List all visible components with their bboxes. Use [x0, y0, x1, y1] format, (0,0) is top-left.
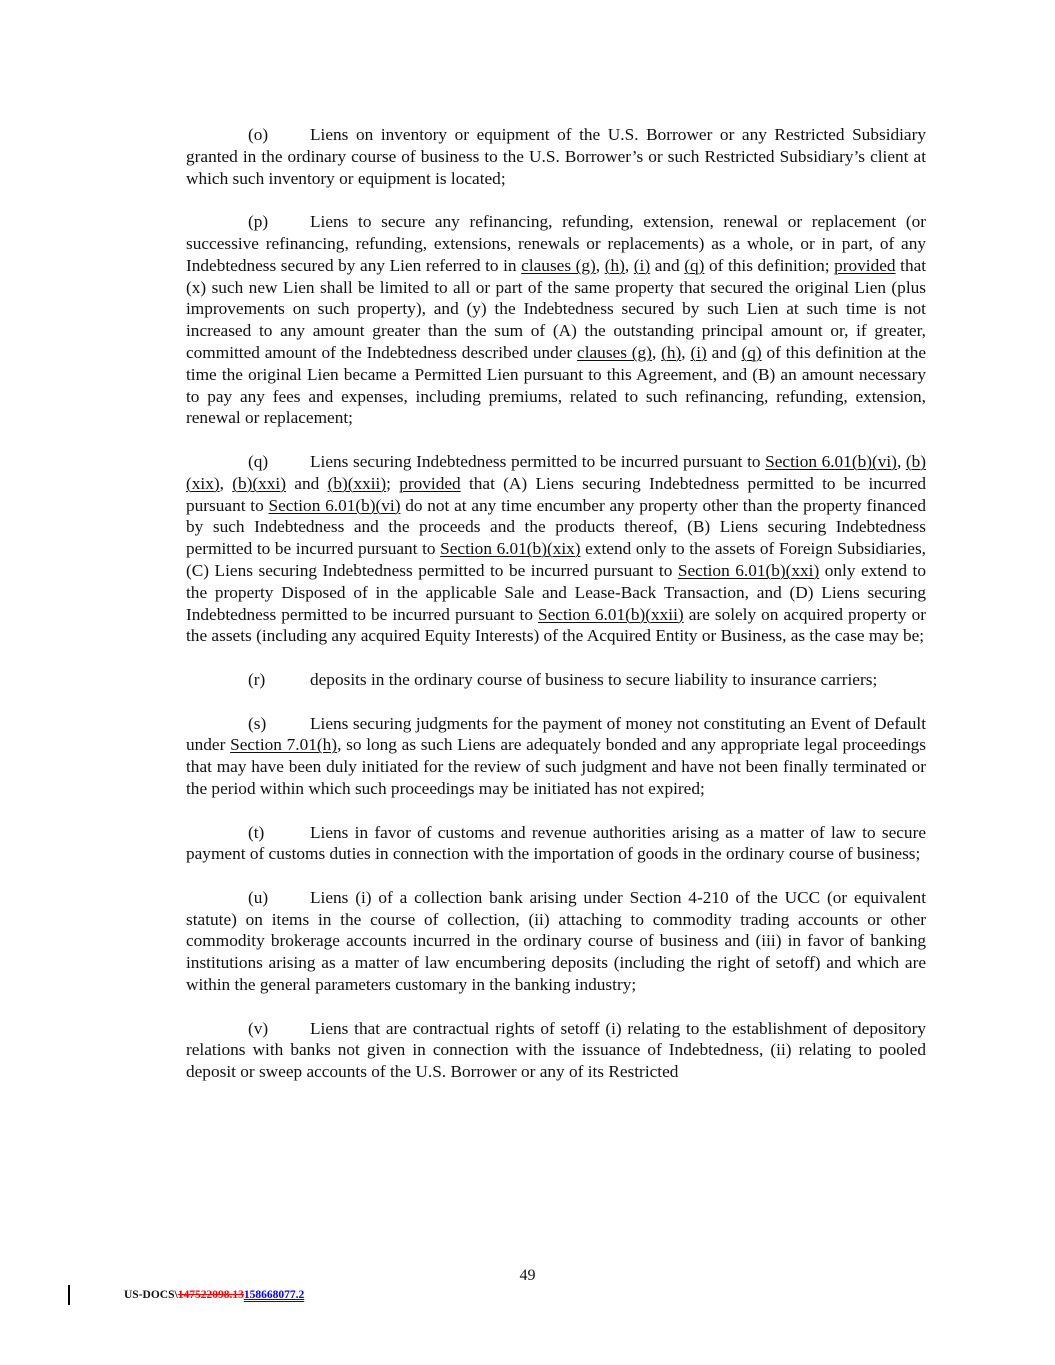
- cross-reference: (h): [661, 342, 682, 362]
- paragraph-text: that (x) such new Lien shall be limited to all or part of the same property that secured the original Lien (plus improvements on such property), and (y) the Indebtedness secured by such Lien at such time is not increased to any amount greater than the sum of (A) the outstanding principal amount or, if greater, committed amount of the Indebtedness described under: [186, 255, 927, 362]
- page-number: 49: [519, 1267, 536, 1284]
- paragraph-text: Liens on inventory or equipment of the U.S. Borrower or any Restricted Subsidiary granted in the ordinary course of business to the U.S. Borrower’s or such Restricted Subsidiary’s client at which such inventory or equipment is located;: [186, 125, 926, 188]
- paragraph-q: [186, 451, 926, 647]
- paragraph-text: of this definition at the time the original Lien became a Permitted Lien pursuant to this Agreement, and (B) an amount necessary to pay any fees and expenses, including premiums, related to such refinancing, refunding, extension, renewal or replacement;: [186, 342, 927, 428]
- paragraph-u: [186, 887, 926, 996]
- paragraph-text: are solely on acquired property or the assets (including any acquired Equity Interests) of the Acquired Entity or Business, as the case may be;: [186, 604, 926, 646]
- cross-reference: (b)(xix): [186, 451, 927, 493]
- clause-label: (r): [248, 669, 266, 689]
- cross-reference: Section 6.01(b)(xxii): [538, 604, 684, 624]
- cross-reference: clauses (g): [577, 342, 652, 362]
- revision-change-bar: [68, 1285, 70, 1305]
- clause-label: (o): [248, 125, 269, 144]
- paragraph-text: Liens to secure any refinancing, refunding, extension, renewal or replacement (or successive refinancing, refunding, extensions, renewals or replacements) as a whole, or in part, of any Indebtedness secured by any Lien referred to in: [186, 212, 926, 275]
- cross-reference: Section 6.01(b)(xix): [440, 539, 581, 559]
- paragraph-text: do not at any time encumber any property other than the property financed by such Indebtedness and the proceeds and the products thereof, (B) Liens securing Indebtedness permitted to be incurred pursuant to: [186, 495, 926, 559]
- cross-reference: (i): [690, 342, 707, 362]
- cross-reference: (q): [741, 342, 762, 362]
- paragraph-text: Liens in favor of customs and revenue authorities arising as a matter of law to secure payment of customs duties in connection with the importation of goods in the ordinary course of business;: [186, 822, 926, 864]
- paragraph-text: and: [285, 473, 328, 493]
- cross-reference: Section 7.01(h): [230, 735, 338, 755]
- cross-reference: (i): [633, 255, 651, 275]
- paragraph-t: [186, 822, 926, 866]
- cross-reference: Section 6.01(b)(vi): [765, 451, 897, 471]
- clause-label: (s): [248, 713, 267, 733]
- paragraph-text: Liens securing Indebtedness permitted to be incurred pursuant to: [310, 451, 766, 471]
- doc-id-deleted: 147522098.13: [177, 1289, 244, 1301]
- paragraph-text: Liens securing judgments for the payment of money not constituting an Event of Default under: [186, 713, 926, 755]
- paragraph-text: and: [706, 342, 742, 362]
- cross-reference: (b)(xxi): [232, 473, 286, 493]
- cross-reference: (q): [684, 255, 705, 275]
- clause-label: (p): [248, 212, 269, 232]
- provided-term: provided: [834, 255, 896, 275]
- paragraph-p: [186, 211, 926, 429]
- paragraph-s: [186, 713, 926, 800]
- clause-label: (q): [248, 451, 269, 471]
- paragraph-text: ,: [681, 342, 691, 362]
- paragraph-text: ,: [896, 451, 906, 471]
- cross-reference: (b)(xxii): [327, 473, 387, 493]
- clause-label: (v): [248, 1018, 269, 1038]
- paragraph-text: extend only to the assets of Foreign Subsidiaries, (C) Liens securing Indebtedness permitted to be incurred pursuant to: [186, 539, 926, 580]
- paragraph-text: , so long as such Liens are adequately bonded and any appropriate legal proceedings that may have been duly initiated for the review of such judgment and have not been finally terminated or the period within which such proceedings may be initiated has not expired;: [186, 735, 926, 798]
- provided-term: provided: [399, 473, 461, 493]
- cross-reference: Section 6.01(b)(xxi): [677, 560, 820, 580]
- paragraph-v: [186, 1018, 926, 1083]
- paragraph-text: that (A) Liens securing Indebtedness permitted to be incurred pursuant to: [186, 473, 927, 515]
- paragraph-text: ,: [219, 473, 233, 493]
- paragraph-text: ,: [595, 255, 605, 275]
- document-body: [186, 124, 926, 1105]
- paragraph-text: Liens (i) of a collection bank arising under Section 4-210 of the UCC (or equivalent statute) on items in the course of collection, (ii) attaching to commodity trading accounts or other commodity brokerage accounts incurred in the ordinary course of business and (iii) in favor of banking institutions arising as a matter of law encumbering deposits (including the right of setoff) and which are within the general parameters customary in the banking industry;: [186, 887, 926, 995]
- paragraph-r: [186, 669, 926, 691]
- cross-reference: Section 6.01(b)(vi): [268, 495, 401, 515]
- cross-reference: clauses (g): [521, 255, 596, 275]
- cross-reference: (h): [604, 255, 625, 275]
- paragraph-text: ,: [651, 342, 662, 362]
- paragraph-text: deposits in the ordinary course of business to secure liability to insurance carriers;: [310, 669, 878, 689]
- document-id-footer: [124, 1289, 304, 1301]
- paragraph-text: of this definition;: [704, 255, 835, 275]
- paragraph-text: only extend to the property Disposed of in the applicable Sale and Lease-Back Transaction, and (D) Liens securing Indebtedness permitted to be incurred pursuant to: [186, 560, 926, 624]
- paragraph-o: [186, 124, 926, 189]
- clause-label: (u): [248, 887, 269, 907]
- paragraph-text: ,: [624, 255, 634, 275]
- paragraph-text: Liens that are contractual rights of setoff (i) relating to the establishment of depository relations with banks not given in connection with the issuance of Indebtedness, (ii) relating to pooled deposit or sweep accounts of the U.S. Borrower or any of its Restricted: [186, 1018, 926, 1082]
- paragraph-text: ;: [386, 473, 400, 493]
- doc-id-inserted: 158668077.2: [243, 1289, 305, 1301]
- clause-label: (t): [248, 822, 265, 842]
- doc-id-prefix: US-DOCS\: [124, 1289, 178, 1301]
- paragraph-text: and: [650, 255, 685, 275]
